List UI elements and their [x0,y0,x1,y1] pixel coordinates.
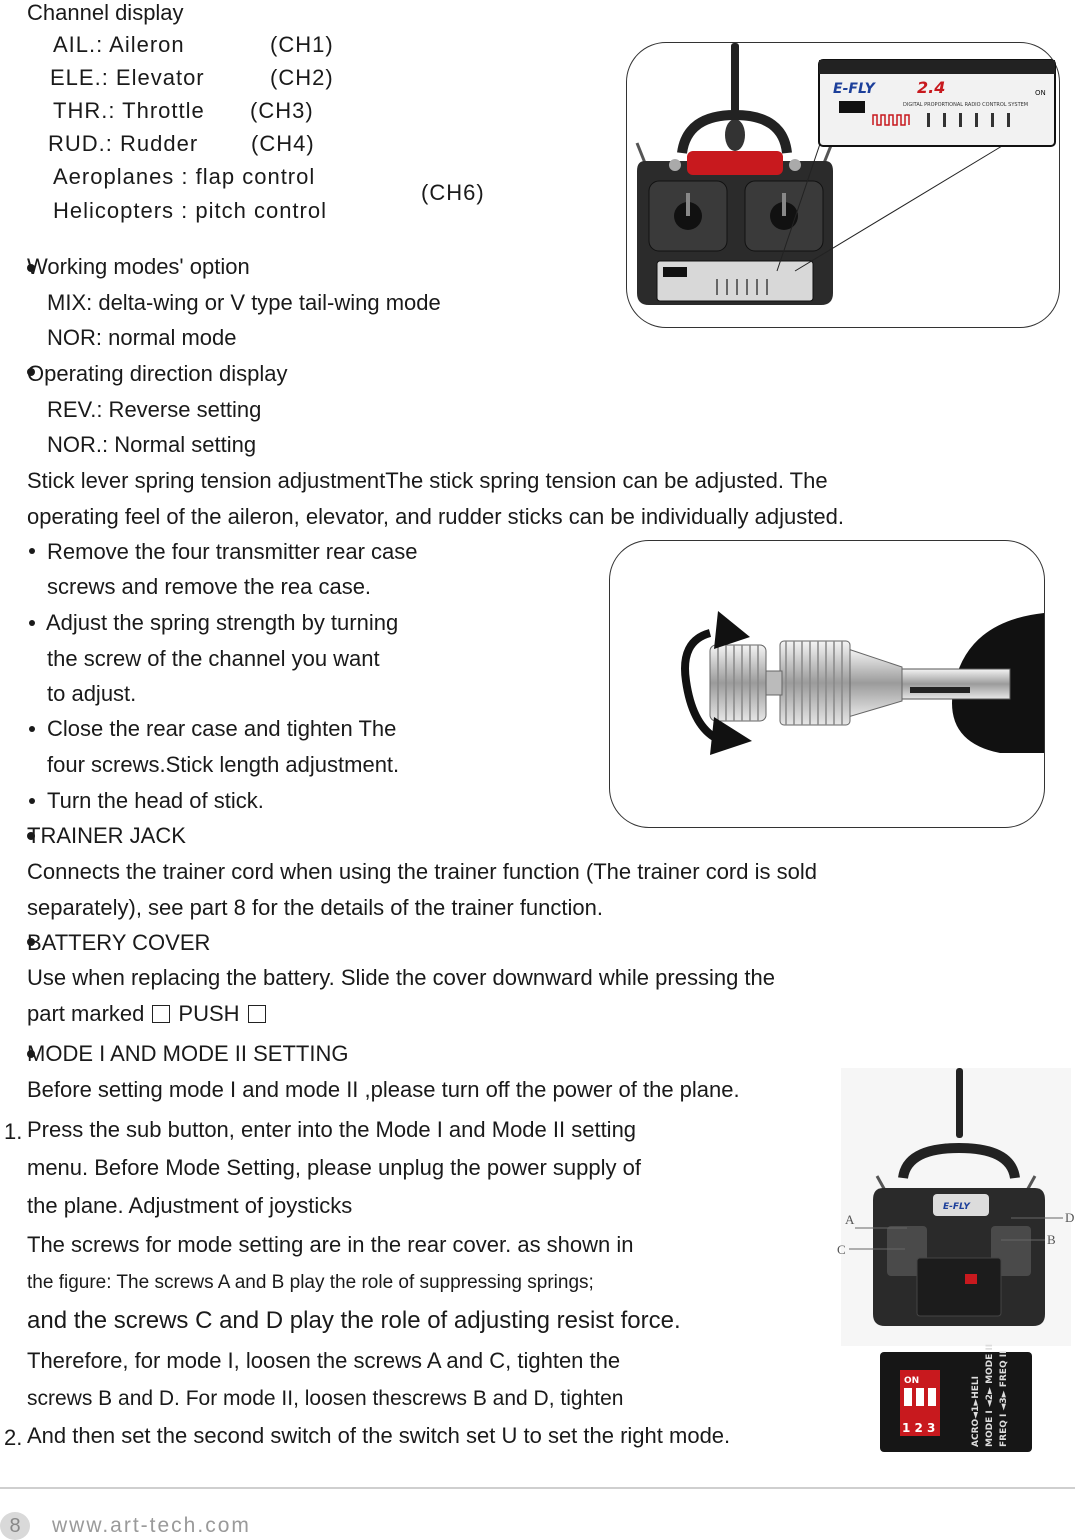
working-modes-nor: NOR: normal mode [47,325,237,350]
channel-ch-rud: (CH4) [251,131,315,156]
open-bracket-box [152,1005,170,1023]
stick-tension-line2: operating feel of the aileron, elevator, and rudder sticks can be individually adjusted. [27,504,844,529]
battery-cover-line1: Use when replacing the battery. Slide the cover downward while pressing the [27,965,775,990]
page-number: 8 [0,1512,30,1540]
transmitter-rear-figure [837,1068,1075,1346]
stick-step-4: Turn the head of stick. [47,788,264,813]
transmitter-rear-illustration [837,1068,1075,1346]
mode-dip-switch-figure [880,1343,1032,1452]
dip-on-text: ON [904,1376,920,1386]
stick-step-2a: Adjust the spring strength by turning [46,610,399,635]
dip-row-2: MODE I ◄2► MODE II [985,1343,995,1447]
channel-row-ail: AIL.: Aileron [53,32,185,57]
panel-on-text: ON [1035,89,1046,97]
mode-setting-p8: screws B and D. For mode II, loosen thescrews B and D, tighten [27,1387,624,1410]
mode-setting-p2: menu. Before Mode Setting, please unplug the power supply of [27,1155,641,1180]
sub-bullet-4 [29,798,35,804]
mode-setting-intro: Before setting mode I and mode II ,please turn off the power of the plane. [27,1077,740,1102]
channel-row-thr: THR.: Throttle [53,98,205,123]
mode-step-number-2: 2. [4,1425,23,1450]
stick-step-1b: screws and remove the rea case. [47,574,372,599]
working-modes-mix: MIX: delta-wing or V type tail-wing mode [47,290,441,315]
stick-head-illustration [610,541,1044,827]
channel-aeroplanes: Aeroplanes : flap control [53,164,316,189]
mode-setting-p3: the plane. Adjustment of joysticks [27,1193,353,1218]
mode-setting-p5: the figure: The screws A and B play the role of suppressing springs; [27,1272,594,1293]
channel-row-ele: ELE.: Elevator [50,65,205,90]
label-d: D [1065,1210,1075,1225]
mode-setting-p9: And then set the second switch of the switch set U to set the right mode. [27,1423,731,1448]
battery-cover-push: PUSH [178,1001,240,1026]
stick-step-3a: Close the rear case and tighten The [47,716,397,741]
trainer-jack-line1: Connects the trainer cord when using the trainer function (The trainer cord is sold [27,859,817,884]
dip-numbers: 1 2 3 [902,1421,936,1435]
stick-step-3b: four screws.Stick length adjustment. [47,752,400,777]
trainer-jack-line2: separately), see part 8 for the details of the trainer function. [27,895,603,920]
battery-cover-title: BATTERY COVER [27,930,211,955]
operating-direction-title: Operating direction display [27,361,288,386]
sub-bullet-1 [29,548,35,554]
footer-divider [0,1487,1075,1489]
transmitter-front-figure [626,42,1060,328]
working-modes-title [27,254,250,280]
dip-row-3: FREQ I ◄3► FREQ II [999,1350,1009,1447]
channel-ch-ele: (CH2) [270,65,334,90]
channel-ch-ail: (CH1) [270,32,334,57]
trainer-jack-title: TRAINER JACK [27,823,186,848]
battery-cover-line2 [27,1001,274,1027]
label-b: B [1047,1232,1056,1247]
mode-step-number-1: 1. [4,1119,23,1144]
mode-setting-title: MODE I AND MODE II SETTING [27,1041,349,1066]
label-c: C [837,1242,846,1257]
stick-tension-line1: Stick lever spring tension adjustmentThe stick spring tension can be adjusted. The [27,468,828,493]
dip-switch-illustration [880,1343,1032,1452]
stick-step-1a: Remove the four transmitter rear case [47,539,418,564]
mode-setting-p7: Therefore, for mode I, loosen the screws A and C, tighten the [27,1348,621,1373]
channel-ch6: (CH6) [421,180,485,205]
battery-cover-part-marked: part marked [27,1001,145,1026]
sub-bullet-3 [29,726,35,732]
channel-helicopters: Helicopters : pitch control [53,198,327,223]
panel-caption-text: DIGITAL PROPORTIONAL RADIO CONTROL SYSTEM [903,102,1029,108]
channel-row-rud: RUD.: Rudder [48,131,199,156]
mode-setting-p6: and the screws C and D play the role of adjusting resist force. [27,1307,681,1334]
working-modes-title-text: Working modes' option [27,254,250,279]
stick-step-2b: the screw of the channel you want [47,646,380,671]
dip-row-1: ACRO◄1►HELI [971,1375,981,1447]
close-bracket-box [248,1005,266,1023]
operating-direction-nor: NOR.: Normal setting [47,432,257,457]
mode-setting-p1: Press the sub button, enter into the Mode I and Mode II setting [27,1117,637,1142]
mode-setting-p4: The screws for mode setting are in the rear cover. as shown in [27,1232,634,1257]
panel-brand-text: E-FLY [833,81,875,97]
label-a: A [845,1212,855,1227]
sub-bullet-2 [29,620,35,626]
rear-brand-text: E-FLY [943,1202,970,1212]
operating-direction-rev: REV.: Reverse setting [47,397,262,422]
channel-display-title: Channel display [27,0,184,25]
footer-website: www.art-tech.com [52,1514,251,1537]
channel-ch-thr: (CH3) [250,98,314,123]
stick-step-2c: to adjust. [47,681,137,706]
panel-badge-text: 2.4 [917,78,946,97]
transmitter-front-illustration [627,43,1059,327]
stick-head-figure [609,540,1045,828]
